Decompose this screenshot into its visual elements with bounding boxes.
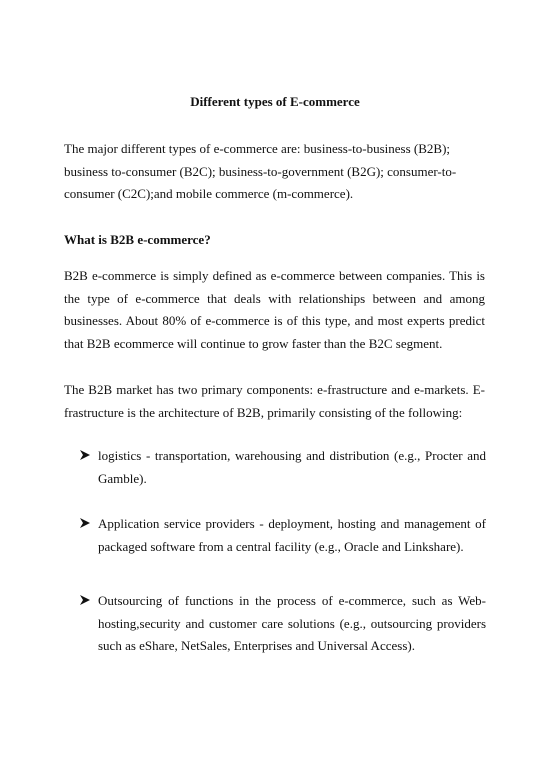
section-heading-b2b: What is B2B e-commerce? — [64, 232, 211, 247]
arrowhead-bullet-icon — [79, 449, 91, 461]
list-item-text: Outsourcing of functions in the process of e-commerce, such as Web-hosting,security and customer care solutions (e.g., outsourcing providers such as eShare, NetSales, Enterprises and Universal Access). — [98, 593, 486, 653]
b2b-definition-paragraph: B2B e-commerce is simply defined as e-commerce between companies. This is the type of e-commerce that deals with relationships between and among businesses. About 80% of e-commerce is of this type, and most experts predict that B2B ecommerce will continue to grow faster than the B2C segment. — [64, 268, 485, 351]
list-item — [79, 513, 486, 558]
document-title: Different types of E-commerce — [190, 94, 360, 109]
arrowhead-bullet-icon — [79, 517, 91, 529]
list-item-text: Application service providers - deployment, hosting and management of packaged software from a central facility (e.g., Oracle and Linkshare). — [98, 516, 486, 554]
list-item — [79, 445, 486, 490]
arrowhead-bullet-icon — [79, 594, 91, 606]
intro-paragraph: The major different types of e-commerce are: business-to-business (B2B); business to-consumer (B2C); business-to-government (B2G); consumer-to-consumer (C2C);and mobile commerce (m-commerce). — [64, 141, 457, 201]
list-item — [79, 590, 486, 658]
list-item-text: logistics - transportation, warehousing and distribution (e.g., Procter and Gamble). — [98, 448, 486, 486]
b2b-market-paragraph: The B2B market has two primary components: e-frastructure and e-markets. E-frastructure is the architecture of B2B, primarily consisting of the following: — [64, 382, 485, 420]
